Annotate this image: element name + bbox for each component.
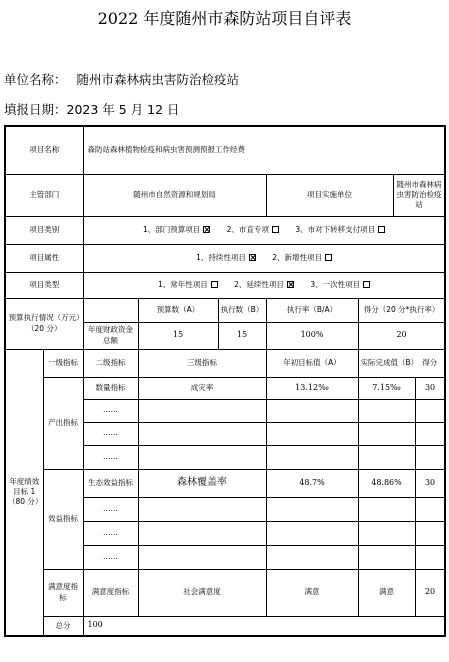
- budget-label: 预算执行情况（万元）（20 分）: [5, 298, 83, 349]
- total-row: [5, 616, 445, 636]
- effect-indicator-label: 效益指标: [43, 469, 83, 569]
- level2-cell: ……: [83, 521, 138, 545]
- score-cell: [415, 545, 445, 569]
- target-cell: [266, 422, 358, 445]
- target-cell: [266, 521, 358, 545]
- attribute-option-1: 1、持续性项目: [196, 252, 246, 262]
- actual-cell: 48.86%: [358, 469, 415, 497]
- level3-cell: [138, 497, 266, 521]
- type-option-3: 3、一次性项目: [310, 279, 361, 289]
- total-label: 总分: [43, 616, 83, 636]
- actual-cell: [358, 521, 415, 545]
- total-value: 100: [83, 616, 445, 636]
- attribute-row: [5, 244, 445, 272]
- attribute-options: [83, 244, 445, 272]
- project-name-label: 项目名称: [5, 126, 83, 174]
- fill-date-value: 2023 年 5 月 12 日: [66, 102, 180, 117]
- actual-cell: 满意: [358, 569, 415, 616]
- budget-a-header: 预算数（A）: [138, 298, 218, 322]
- dept-label: 主管部门: [5, 174, 83, 216]
- type-option-2: 2、延续性项目: [234, 279, 284, 289]
- checkbox-type-3: [363, 281, 370, 288]
- score-cell: [415, 521, 445, 545]
- budget-score-header: 得分（20 分*执行率）: [358, 298, 445, 322]
- dept-row: [5, 174, 445, 216]
- attribute-option-2: 2、新增性项目: [272, 252, 323, 262]
- score-header: 得分: [422, 357, 438, 367]
- fill-date-label: 填报日期：: [4, 102, 67, 117]
- category-label: 项目类别: [5, 216, 83, 244]
- checkbox-attribute-2: [325, 254, 332, 261]
- unit-name-line: [4, 70, 239, 88]
- actual-cell: [358, 399, 415, 422]
- level3-header: 三级指标: [138, 349, 266, 377]
- actual-cell: [358, 445, 415, 469]
- satisfaction-indicator-label: 满意度指标: [43, 569, 83, 616]
- budget-score-value: 20: [358, 322, 445, 349]
- category-row: [5, 216, 445, 244]
- level2-cell: ……: [83, 497, 138, 521]
- type-label: 项目类型: [5, 272, 83, 298]
- score-cell: [415, 422, 445, 445]
- type-row: [5, 272, 445, 298]
- page-title: 2022 年度随州市森防站项目自评表: [97, 9, 352, 28]
- actual-cell: [358, 545, 415, 569]
- level3-cell: [138, 422, 266, 445]
- actual-cell: 7.15‰: [358, 377, 415, 399]
- table-row: [5, 569, 445, 616]
- checkbox-type-1: [211, 281, 218, 288]
- target-cell: 满意: [266, 569, 358, 616]
- unit-name-label: 单位名称：: [4, 72, 67, 87]
- score-cell: 30: [415, 377, 445, 399]
- score-cell: [415, 445, 445, 469]
- exec-rate-header: 执行率（B/A）: [266, 298, 358, 322]
- budget-corner: [83, 298, 138, 322]
- level2-cell: 生态效益指标: [83, 469, 138, 497]
- score-cell: [415, 399, 445, 422]
- level3-cell: 社会满意度: [138, 569, 266, 616]
- budget-a-value: 15: [138, 322, 218, 349]
- category-option-3: 3、市对下转移支付项目: [295, 224, 376, 234]
- perf-goal-label: 年度绩效目标 1（80 分）: [5, 349, 43, 636]
- type-option-1: 1、常年性项目: [157, 279, 208, 289]
- exec-rate-value: 100%: [266, 322, 358, 349]
- budget-b-value: 15: [218, 322, 266, 349]
- level2-cell: ……: [83, 545, 138, 569]
- checkbox-category-3: [378, 226, 385, 233]
- level1-header: 一级指标: [43, 349, 83, 377]
- target-cell: [266, 497, 358, 521]
- checkbox-attribute-1: [249, 254, 256, 261]
- target-header: 年初目标值（A）: [266, 349, 358, 377]
- actual-cell: [358, 497, 415, 521]
- fiscal-fund-label: 年度财政资金总额: [83, 322, 138, 349]
- target-cell: [266, 445, 358, 469]
- output-indicator-label: 产出指标: [43, 377, 83, 469]
- level2-cell: 满意度指标: [83, 569, 138, 616]
- project-name-value: 森防站森林植物检疫和病虫害预测预报工作经费: [83, 126, 445, 174]
- impl-unit-value: 随州市森林病虫害防治检疫站: [393, 174, 445, 216]
- target-cell: [266, 399, 358, 422]
- budget-b-header: 执行数（B）: [218, 298, 266, 322]
- table-row: [5, 469, 445, 497]
- target-cell: 13.12‰: [266, 377, 358, 399]
- checkbox-type-2: [287, 281, 294, 288]
- category-option-1: 1、部门预算项目: [142, 224, 201, 234]
- type-options: [83, 272, 445, 298]
- category-option-2: 2、市直专项: [226, 224, 269, 234]
- impl-unit-label: 项目实施单位: [266, 174, 393, 216]
- level2-cell: ……: [83, 422, 138, 445]
- level2-header: 二级指标: [83, 349, 138, 377]
- actual-cell: [358, 422, 415, 445]
- score-cell: 20: [415, 569, 445, 616]
- level3-cell: [138, 521, 266, 545]
- target-cell: [266, 545, 358, 569]
- table-row: [5, 377, 445, 399]
- self-evaluation-table: [4, 125, 446, 637]
- actual-header: 实际完成值（B）: [360, 357, 419, 367]
- dept-value: 随州市自然资源和规划局: [83, 174, 266, 216]
- level3-cell: 成灾率: [138, 377, 266, 399]
- target-cell: 48.7%: [266, 469, 358, 497]
- unit-name-value: 随州市森林病虫害防治检疫站: [76, 72, 240, 87]
- level2-cell: ……: [83, 445, 138, 469]
- budget-header-row: [5, 298, 445, 322]
- score-cell: [415, 497, 445, 521]
- fill-date-line: [4, 100, 180, 118]
- level3-cell: [138, 545, 266, 569]
- level3-cell: 森林覆盖率: [138, 469, 266, 497]
- level2-cell: 数量指标: [83, 377, 138, 399]
- level2-cell: ……: [83, 399, 138, 422]
- perf-header-row: [5, 349, 445, 377]
- checkbox-category-1: [203, 226, 210, 233]
- project-name-row: [5, 126, 445, 174]
- level3-cell: [138, 399, 266, 422]
- score-cell: 30: [415, 469, 445, 497]
- checkbox-category-2: [272, 226, 279, 233]
- actual-score-header: [358, 349, 445, 377]
- attribute-label: 项目属性: [5, 244, 83, 272]
- level3-cell: [138, 445, 266, 469]
- category-options: [83, 216, 445, 244]
